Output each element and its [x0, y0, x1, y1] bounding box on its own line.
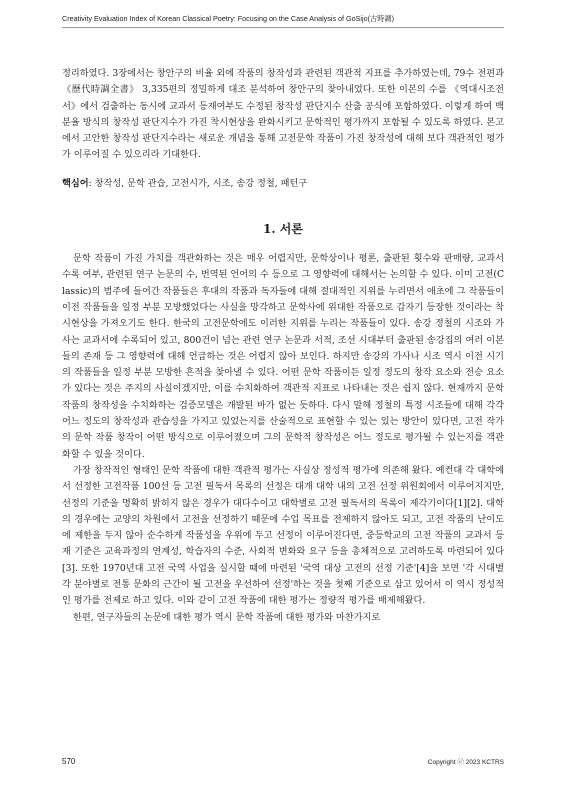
section-title: 1. 서론 — [263, 222, 303, 237]
running-header: Creativity Evaluation Index of Korean Classical Poetry: Focusing on the Case Analysis of GoSijo(古時調) — [62, 14, 394, 23]
keywords-label: 핵심어 — [62, 177, 89, 189]
header-divider — [62, 27, 504, 28]
keywords — [62, 176, 504, 192]
keywords-text: : 창작성, 문학 관습, 고전시가, 시조, 송강 정철, 패턴구 — [88, 177, 308, 189]
abstract-paragraph: 정리하였다. 3장에서는 창안구의 비율 외에 작품의 창작성과 관련된 객관적 지표를 추가하였는데, 79수 전편과 《歷代時調全書》 3,335편의 정밀하게 대조 분석하여 창안구의 찾아내었다. 또한 이본의 수를 《역대시조전서》에서 검출하는 동시에 교과서 등재여부도 수정된 창작성 판단지수 산출 공식에 포함하였다. 이렇게 하여 백분율 방식의 창작성 판단지수가 가진 착시현상을 완화시키고 문학적인 평가까지 포함될 수 있도록 하였다. 본고에서 고안한 창작성 판단지수라는 새로운 개념을 통해 고전문학 작품이 가진 창작성에 대해 보다 객관적인 평가가 이루어질 수 있으리라 기대한다. — [62, 68, 504, 161]
page-number: 570 — [62, 757, 76, 766]
body-paragraph: 문학 작품이 가진 가치를 객관화하는 것은 매우 어렵지만, 문학상이나 평론, 출판된 횟수와 판매량, 교과서 수록 여부, 관련된 연구 논문의 수, 번역된 언어의 수 등으로 그 영향력에 대해서는 논의할 수 있다. 이미 고전(Classic)의 범주에 들어간 작품들은 후대의 작품과 독자들에 대해 절대적인 지위를 누리면서 애초에 그 작품들이 이전 작품들을 일정 부분 모방했었다는 사실을 망각하고 문학사에 위대한 작품으로 갑자기 등장한 것이라는 착시현상을 가져오기도 한다. 한국의 고전문학에도 이러한 지위를 누리는 작품들이 있다. 송강 정철의 시조와 가사는 교과서에 수록되어 있고, 800건이 넘는 관련 연구 논문과 서적, 조선 시대부터 출판된 송강집의 여러 이본들의 존재 등 그 영향력에 대해 언급하는 것은 어렵지 않아 보인다. 하지만 송강의 가사나 시조 역시 이전 시기의 작품들을 일정 부분 모방한 흔적을 찾아낼 수 있다. 어떤 문학 작품이든 일정 정도의 창작 요소와 전승 요소가 있다는 것은 주지의 사실이겠지만, 이를 수치화하여 객관적 지표로 나타내는 것은 쉽지 않다. 현재까지 문학 작품의 창작성을 수치화하는 검증모델은 개발된 바가 없는 듯하다. 다시 말해 정철의 특정 시조들에 대해 각각 어느 정도의 창작성과 관습성을 가지고 있었는지를 산술적으로 표현할 수 있는 있는 방안이 있다면, 고전 작가의 문학 작품 창작이 어떤 방식으로 이루어졌으며 그의 문학적 창작성은 어느 정도로 평가될 수 있는지를 객관화할 수 있을 것이다. — [62, 253, 504, 460]
copyright-notice: Copyright ⓒ 2023 KCTRS — [427, 759, 504, 766]
body-paragraph: 한편, 연구자들의 논문에 대한 평가 역시 문학 작품에 대한 평가와 마찬가지로 — [73, 611, 381, 623]
body-paragraph: 가장 창작적인 형태인 문학 작품에 대한 객관적 평가는 사실상 정성적 평가에 의존해 왔다. 예컨대 각 대학에서 선정한 고전작품 100선 등 고전 필독서 목록의 선정은 대개 대학 내의 고전 선정 위원회에서 이루어지지만, 선정의 기준을 명확히 밝히지 않은 경우가 대다수이고 대학별로 고전 필독서의 목록이 제각기이다[1][2]. 대학의 경우에는 교양의 차원에서 고전을 선정하기 때문에 수업 목표를 전제하지 않아도 되고, 고전 작품의 난이도에 제한을 두지 않아 순수하게 작품성을 우위에 두고 선정이 이루어진다면, 중등학교의 고전 작품의 교과서 등재 기준은 교육과정의 연계성, 학습자의 수준, 사회적 변화와 요구 등을 총체적으로 고려하도록 마련되어 있다[3]. 또한 1970년대 고전 국역 사업을 실시할 때에 마련된 '국역 대상 고전의 선정 기준'[4]을 보면 '각 시대별 각 분야별로 전통 문화의 근간이 될 고전을 우선하여 선정'하는 것을 첫째 기준으로 삼고 있어서 이 역시 정성적인 평가를 전제로 하고 있다. 이와 같이 고전 작품에 대한 평가는 정량적 평가를 배제해왔다. — [62, 464, 504, 607]
page-content — [62, 66, 504, 626]
